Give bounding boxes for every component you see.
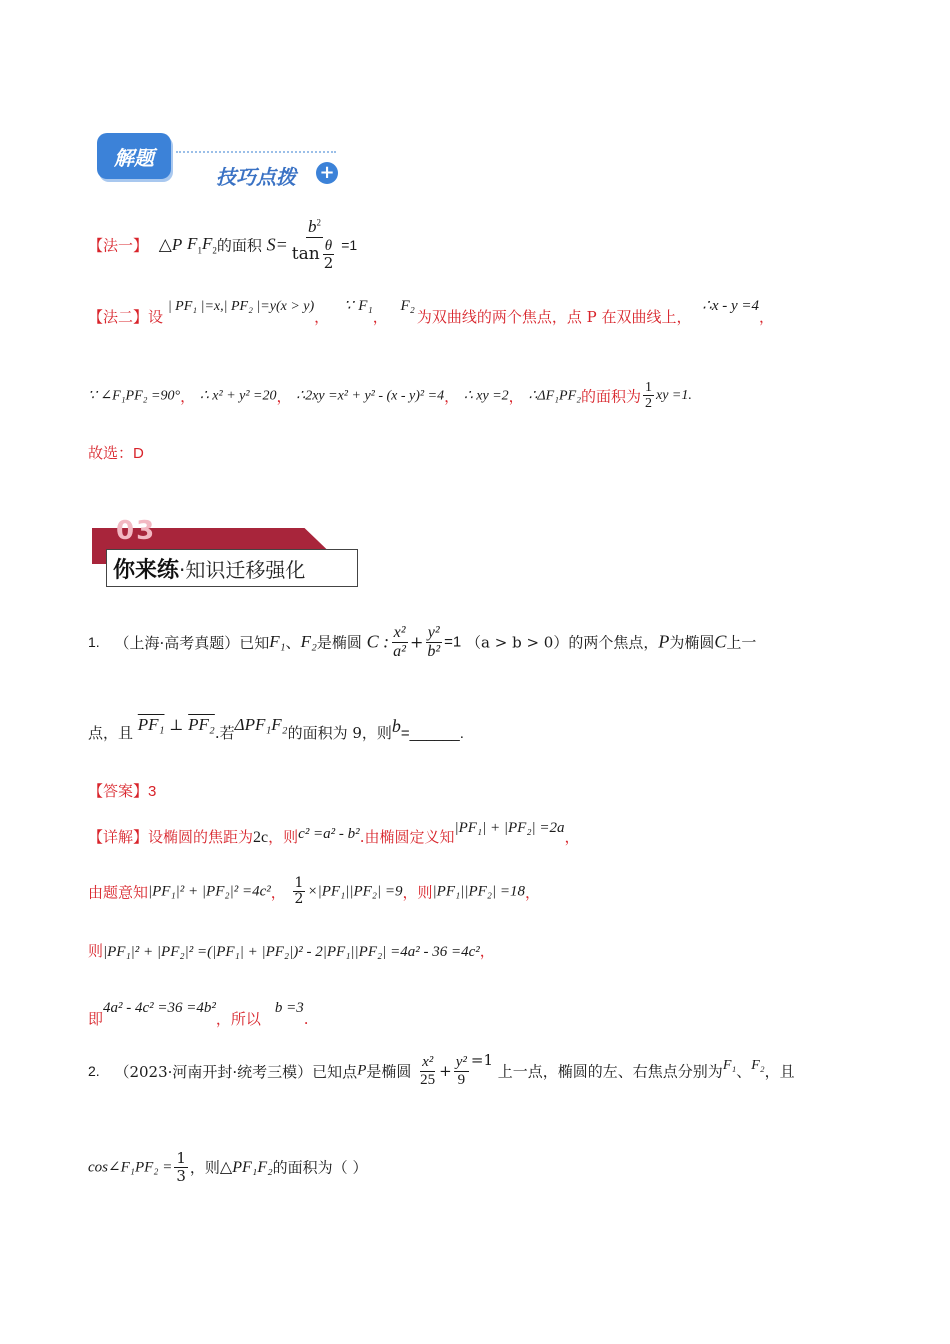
- sub-2: 2: [212, 245, 217, 256]
- tips-badge: [97, 133, 171, 179]
- numerator: x²: [422, 1054, 434, 1070]
- section-title-light: ·知识迁移强化: [179, 557, 306, 582]
- q1-line2-start: 点，且: [88, 724, 134, 742]
- q1-up: 上一: [726, 633, 757, 652]
- denominator: a²: [393, 642, 406, 660]
- method2-answer: 故选：D: [88, 445, 144, 462]
- answer-tag: 【答案】: [88, 782, 149, 800]
- comma: ，: [276, 387, 292, 406]
- q1-line2-area: 的面积为 9，则: [287, 724, 392, 742]
- numerator: y²: [427, 624, 440, 641]
- b-var: b: [308, 217, 317, 236]
- q2-f1: F₁: [722, 1058, 737, 1073]
- point-p: P: [171, 234, 183, 254]
- detail-math: |PF₁|² + |PF₂|² =4c²: [148, 883, 271, 900]
- q1-line2: [88, 715, 464, 743]
- q2-line2: [88, 1150, 367, 1184]
- q1-line2-if: .若: [214, 724, 235, 742]
- period: .: [303, 1010, 309, 1028]
- dun-mark: 、: [736, 1062, 752, 1081]
- area-text: 的面积: [216, 236, 262, 255]
- method1-result: =1: [341, 236, 358, 253]
- method2-product: ∴2xy =x² + y² - (x - y)² =4: [296, 388, 445, 404]
- numerator: 1: [645, 380, 652, 395]
- detail-math: 2c: [253, 829, 269, 846]
- detail-text: .由椭圆定义知: [359, 828, 455, 846]
- half-theta: [322, 238, 336, 272]
- area-fraction: [290, 218, 339, 272]
- comma: ，: [270, 883, 286, 902]
- section-title-box: [106, 549, 358, 587]
- detail-text: ，所以: [215, 1010, 261, 1028]
- detail-math: |PF₁||PF₂| =18: [432, 883, 525, 900]
- comma: ，: [759, 308, 775, 326]
- detail-text: 即: [88, 1010, 104, 1028]
- q1-source: （上海·高考真题）已知: [114, 633, 270, 652]
- tips-badge-text: 解题: [114, 145, 154, 170]
- q1-detail4: [88, 996, 309, 1028]
- q1-ellipse-c2: C: [714, 631, 727, 652]
- detail-text: 设椭圆的焦距为: [148, 828, 254, 846]
- method2-set: 设: [148, 308, 164, 326]
- q1-blank: =______.: [400, 725, 464, 742]
- q1-triangle: ΔPF₁F₂: [234, 715, 288, 734]
- q1-detail2: [88, 876, 540, 908]
- q1-is: 是椭圆: [316, 633, 362, 652]
- half-fraction: [643, 380, 654, 412]
- comma: ，: [180, 387, 196, 406]
- method2-expr1: | PF₁ |=x,| PF₂ |=y(x > y): [167, 299, 315, 314]
- q2-third: [174, 1150, 188, 1184]
- section-title-bold: 你来练: [113, 557, 180, 583]
- comma: ，: [525, 883, 541, 902]
- tips-title: 技巧点拨: [216, 165, 296, 189]
- q2-eq: =1: [470, 1051, 494, 1069]
- q2-line1: [88, 1051, 795, 1088]
- sup-2: 2: [316, 217, 322, 228]
- numerator: 1: [176, 1149, 186, 1167]
- q2-triangle: △PF₁F₂: [219, 1159, 273, 1176]
- vector-pf2: PF₂: [188, 715, 215, 734]
- q2-x-fraction: [418, 1054, 437, 1088]
- denominator: b²: [427, 642, 441, 660]
- theta: θ: [324, 237, 333, 254]
- q1-ellipse-c: C :: [366, 631, 390, 652]
- numerator: y²: [455, 1054, 467, 1070]
- detail-text: ，则: [402, 883, 433, 902]
- method2-line2: [88, 380, 692, 412]
- comma: ，: [314, 308, 330, 326]
- method2-line1: [88, 298, 775, 327]
- answer-value: 3: [148, 783, 157, 800]
- plus-sign: +: [439, 1062, 452, 1080]
- method1-tag: 【法一】: [88, 236, 149, 255]
- dotted-divider: [176, 151, 336, 153]
- perp-symbol: ⊥: [169, 716, 184, 734]
- sub-1: 1: [197, 245, 202, 256]
- q1-point-p: P: [658, 631, 670, 652]
- method2-tag: 【法二】: [88, 308, 149, 326]
- detail-math: |PF₁| + |PF₂| =2a: [454, 820, 565, 836]
- q1-answer: [88, 780, 156, 801]
- q1-b-var: b: [391, 716, 401, 736]
- method2-xy: ∴ xy =2: [463, 388, 509, 404]
- denominator: 2: [294, 891, 304, 908]
- detail-math: |PF₁|² + |PF₂|² =(|PF₁| + |PF₂|)² - 2|PF₁||PF₂| =4a² - 36 =4c²: [103, 944, 480, 960]
- q1-detail1: [88, 820, 580, 847]
- comma: ，: [564, 828, 580, 846]
- focus-f1: [187, 234, 217, 256]
- q2-text1: 上一点，椭圆的左、右焦点分别为: [497, 1062, 723, 1081]
- q2-text2: ，则: [189, 1158, 220, 1177]
- q1-on-ellipse: 为椭圆: [669, 633, 715, 652]
- q1-eq: =1: [444, 633, 462, 651]
- fraction-numerator: [306, 218, 323, 238]
- q2-source: （2023·河南开封·统考三模）已知点: [114, 1062, 358, 1081]
- method2-angle: ∵ ∠F₁PF₂ =90°: [88, 388, 181, 404]
- q2-y-fraction: [454, 1054, 469, 1088]
- q1-condition: （a > b > 0）的两个焦点，: [466, 633, 659, 652]
- denominator: 2: [645, 396, 652, 412]
- q1-x-fraction: [391, 624, 408, 660]
- comma: ，: [372, 308, 388, 326]
- detail-tag: 【详解】: [88, 828, 149, 846]
- q2-point-p: P: [357, 1062, 367, 1079]
- fraction-denominator: [290, 238, 339, 272]
- q1-y-fraction: [425, 624, 442, 660]
- because-symbol: ∵: [343, 298, 354, 314]
- numerator: 1: [294, 875, 304, 891]
- detail-text: 则: [88, 942, 104, 960]
- q2-and: ，且: [764, 1062, 795, 1081]
- method1-line: [88, 218, 357, 272]
- q1-f1: F₁: [269, 632, 286, 652]
- method2-sum: ∴ x² + y² =20: [199, 388, 277, 404]
- method2-area-text: 的面积为: [580, 387, 641, 406]
- detail-math: b =3: [274, 1000, 304, 1016]
- dun-mark: 、: [285, 633, 301, 652]
- focus-f1-label: F₁: [358, 298, 373, 314]
- tan-label: tan: [291, 244, 320, 265]
- q2-number: 2.: [88, 1063, 100, 1079]
- detail-math: c² =a² - b²: [298, 826, 360, 842]
- q1-detail3: [88, 940, 495, 961]
- detail-text: 由题意知: [88, 883, 149, 902]
- denominator: 3: [176, 1166, 186, 1185]
- method2-area-post: xy =1.: [656, 387, 692, 403]
- comma: ，: [508, 387, 524, 406]
- comma: ，: [479, 942, 495, 960]
- plus-sign: +: [409, 632, 424, 652]
- triangle-symbol: △: [158, 234, 172, 255]
- half-fraction: [293, 876, 306, 908]
- q2-is: 是椭圆: [366, 1062, 412, 1081]
- numerator: x²: [393, 624, 406, 641]
- section-number: 03: [116, 516, 157, 546]
- q2-f2: F₂: [751, 1058, 765, 1073]
- f-letter: F: [187, 234, 198, 254]
- denominator: 25: [420, 1071, 436, 1088]
- vector-pf1: PF₁: [137, 715, 165, 734]
- q1-f2: F₂: [300, 632, 317, 652]
- detail-math: ×|PF₁||PF₂| =9: [307, 883, 403, 900]
- detail-math: 4a² - 4c² =36 =4b²: [103, 1000, 216, 1016]
- denominator: 9: [457, 1071, 466, 1088]
- q1-line1: [88, 624, 756, 660]
- detail-text: ，则: [268, 828, 299, 846]
- q2-cos: cos∠F₁PF₂ =: [88, 1159, 173, 1176]
- f-letter: F: [201, 234, 213, 254]
- two: 2: [323, 254, 334, 273]
- method2-diff: ∴x - y =4: [702, 298, 760, 314]
- q2-text3: 的面积为（ ）: [272, 1158, 368, 1177]
- comma: ，: [444, 387, 460, 406]
- focus-f2-label: F₂: [400, 298, 415, 314]
- q1-number: 1.: [88, 634, 100, 651]
- plus-icon: +: [316, 162, 338, 184]
- method2-text1: 为双曲线的两个焦点，点 P 在双曲线上，: [416, 308, 692, 326]
- method2-area-pre: ∴ΔF₁PF₂: [528, 388, 581, 404]
- s-equals: S=: [266, 234, 288, 255]
